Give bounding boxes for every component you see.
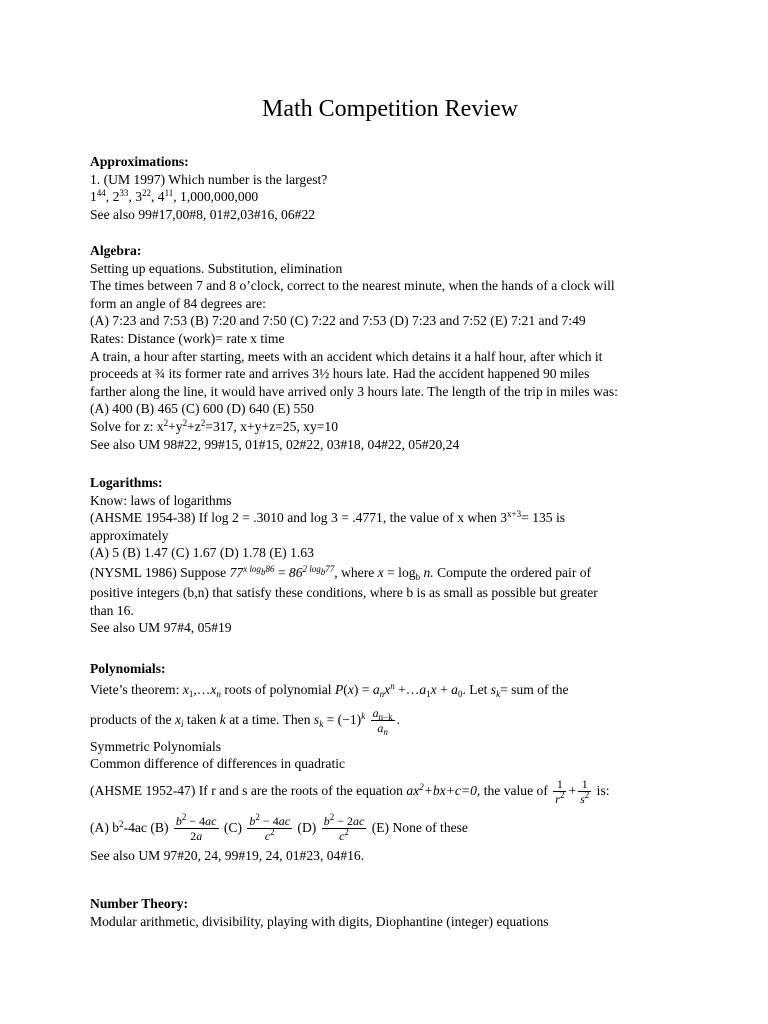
answer-choices: (A) 5 (B) 1.47 (C) 1.67 (D) 1.78 (E) 1.63 (90, 545, 314, 561)
answer-choices: (A) $b^2-4ac$ (B) $\frac{b^2 - 4ac}{2a}$ (C) $\frac{b^2 - 4ac}{c^2}$ (D) $\frac{b^2 - 2ac}{c^2}$ (E) None of these (90, 812, 468, 844)
section-number-theory (90, 895, 690, 930)
see-also: See also 99#17,00#8, 01#2,03#16, 06#22 (90, 206, 316, 222)
equation-line: (NYSML 1986) Suppose $77^{x log_b86} = 86^{2 log_b77}$, where $x = \log_b n$. Compute the ordered pair of (90, 563, 592, 582)
equation-line: (AHSME 1952-47) If r and s are the roots of the equation $ax^2+bx+c=0$, the value of $\frac{1}{r^2}$ + $\frac{1}{s^2}$ is: (90, 777, 610, 807)
page-title: Math Competition Review (262, 96, 518, 122)
text-line: proceeds at ¾ its former rate and arrives 3½ hours late. Had the accident happened 90 miles (90, 366, 590, 382)
equation-line: Viete’s theorem: $x_1,\dots x_n$ roots of polynomial $P(x) = a_nx^n$ $+\dots a_1x + a_0$. Let $s_k=$ sum of the (90, 680, 569, 699)
section-polynomials (90, 660, 690, 864)
answer-choices: (A) 7:23 and 7:53 (B) 7:20 and 7:50 (C) 7:22 and 7:53 (D) 7:23 and 7:52 (E) 7:21 and 7:49 (90, 313, 586, 329)
equation-line: Solve for z: $x^2+y^2+z^2=317$, x+y+z=25, xy=10 (90, 417, 339, 434)
text-line: farther along the line, it would have arrived only 3 hours late. The length of the trip in miles was: (90, 383, 618, 399)
text-line: Modular arithmetic, divisibility, playing with digits, Diophantine (integer) equations (90, 913, 549, 929)
section-algebra (90, 242, 690, 453)
section-heading: Logarithms: (90, 475, 163, 490)
section-heading: Approximations: (90, 154, 189, 169)
answer-choices: (A) 400 (B) 465 (C) 600 (D) 640 (E) 550 (90, 401, 314, 417)
see-also: See also UM 97#20, 24, 99#19, 24, 01#23, 04#16. (90, 847, 365, 863)
number-list: $1^{44}$, $2^{33}$, $3^{22}$, $4^{11}$, 1,000,000,000 (90, 188, 259, 205)
section-logarithms (90, 474, 690, 637)
text-line: Setting up equations. Substitution, elimination (90, 260, 343, 276)
text-line: approximately (90, 527, 169, 543)
text-line: Common difference of differences in quadratic (90, 756, 346, 772)
text-line: A train, a hour after starting, meets with an accident which detains it a half hour, after which it (90, 348, 603, 364)
text-line: (AHSME 1954-38) If log 2 = .3010 and log 3 = .4771, the value of x when $3^{x+3}= 135$ is (90, 509, 566, 526)
text-line: The times between 7 and 8 o’clock, correct to the nearest minute, when the hands of a clock will (90, 278, 615, 294)
text-line: Symmetric Polynomials (90, 738, 222, 754)
question-text: 1. (UM 1997) Which number is the largest? (90, 171, 328, 187)
section-approximations (90, 153, 690, 223)
text-line: Rates: Distance (work)= rate x time (90, 330, 285, 346)
text-line: Know: laws of logarithms (90, 492, 232, 508)
equation-line: products of the $x_i$ taken k at a time. Then $s_k = (-1)^k$ $\frac{a_{n-k}}{a_n}$ . (90, 705, 401, 737)
see-also: See also UM 98#22, 99#15, 01#15, 02#22, 03#18, 04#22, 05#20,24 (90, 436, 460, 452)
see-also: See also UM 97#4, 05#19 (90, 620, 232, 636)
text-line: than 16. (90, 602, 134, 618)
section-heading: Algebra: (90, 243, 142, 258)
text-line: positive integers (b,n) that satisfy these conditions, where b is as small as possible but greater (90, 584, 598, 600)
text-line: form an angle of 84 degrees are: (90, 295, 266, 311)
section-heading: Number Theory: (90, 896, 189, 911)
section-heading: Polynomials: (90, 661, 166, 676)
